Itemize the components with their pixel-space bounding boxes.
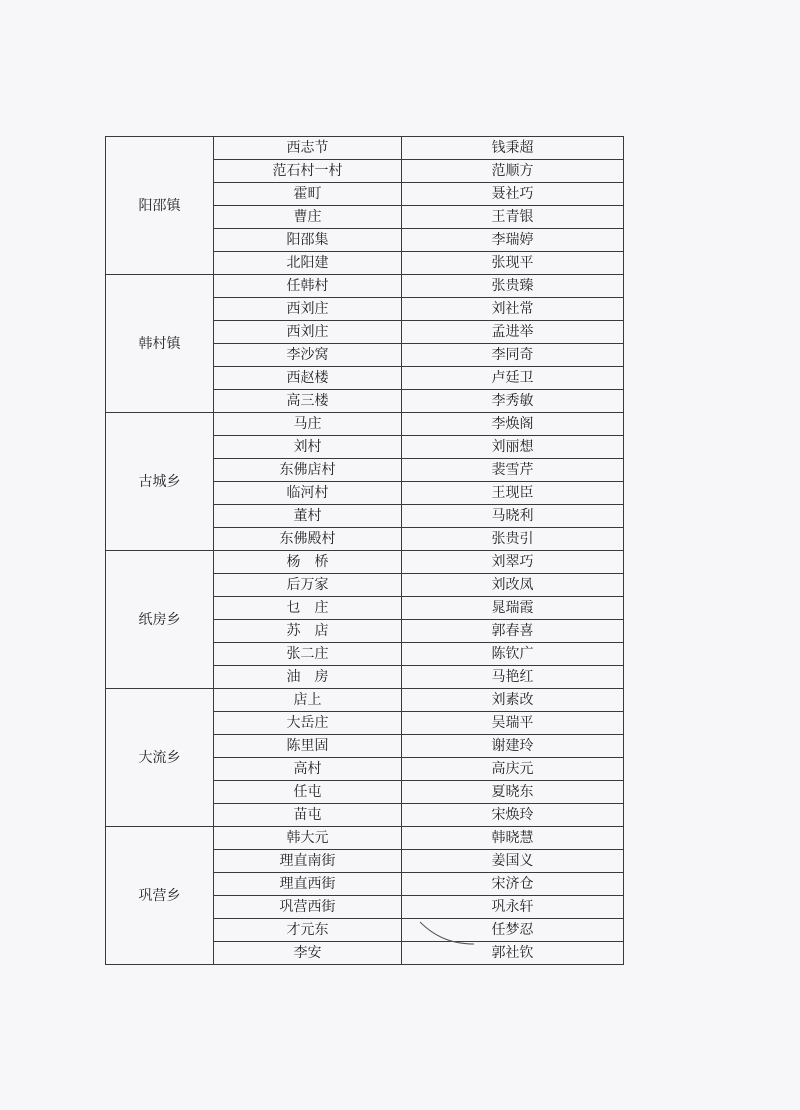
person-name-cell: 郭春喜 bbox=[402, 620, 624, 643]
person-name-cell: 马艳红 bbox=[402, 666, 624, 689]
person-name-cell: 郭社钦 bbox=[402, 942, 624, 965]
village-name-cell: 阳邵集 bbox=[214, 229, 402, 252]
table-row bbox=[106, 275, 624, 298]
person-name-cell: 高庆元 bbox=[402, 758, 624, 781]
village-name-cell: 任屯 bbox=[214, 781, 402, 804]
village-name-cell: 张二庄 bbox=[214, 643, 402, 666]
person-name-cell: 陈钦广 bbox=[402, 643, 624, 666]
person-name-cell: 范顺方 bbox=[402, 160, 624, 183]
person-name-cell: 刘素改 bbox=[402, 689, 624, 712]
person-name-cell: 李同奇 bbox=[402, 344, 624, 367]
person-name-cell: 张贵引 bbox=[402, 528, 624, 551]
person-name-cell: 李瑞婷 bbox=[402, 229, 624, 252]
table-row bbox=[106, 413, 624, 436]
person-name-cell: 姜国义 bbox=[402, 850, 624, 873]
village-name-cell: 大岳庄 bbox=[214, 712, 402, 735]
village-name-cell: 马庄 bbox=[214, 413, 402, 436]
person-name-cell: 夏晓东 bbox=[402, 781, 624, 804]
town-name-cell: 古城乡 bbox=[106, 413, 214, 551]
village-name-cell: 巩营西街 bbox=[214, 896, 402, 919]
village-name-cell: 才元东 bbox=[214, 919, 402, 942]
person-name-cell: 王现臣 bbox=[402, 482, 624, 505]
person-name-cell: 刘翠巧 bbox=[402, 551, 624, 574]
village-name-cell: 店上 bbox=[214, 689, 402, 712]
village-name-cell: 西志节 bbox=[214, 137, 402, 160]
village-name-cell: 理直南街 bbox=[214, 850, 402, 873]
person-name-cell: 裴雪芹 bbox=[402, 459, 624, 482]
person-name-cell: 宋济仓 bbox=[402, 873, 624, 896]
person-name-cell: 巩永轩 bbox=[402, 896, 624, 919]
person-name-cell: 吴瑞平 bbox=[402, 712, 624, 735]
village-name-cell: 苗屯 bbox=[214, 804, 402, 827]
person-name-cell: 晁瑞霞 bbox=[402, 597, 624, 620]
person-name-cell: 刘改凤 bbox=[402, 574, 624, 597]
person-name-cell: 马晓利 bbox=[402, 505, 624, 528]
town-name-cell: 大流乡 bbox=[106, 689, 214, 827]
village-name-cell: 陈里固 bbox=[214, 735, 402, 758]
person-name-cell: 任梦忍 bbox=[402, 919, 624, 942]
village-name-cell: 刘村 bbox=[214, 436, 402, 459]
person-name-cell: 刘丽想 bbox=[402, 436, 624, 459]
village-name-cell: 西刘庄 bbox=[214, 298, 402, 321]
person-name-cell: 王青银 bbox=[402, 206, 624, 229]
village-name-cell: 后万家 bbox=[214, 574, 402, 597]
person-name-cell: 韩晓慧 bbox=[402, 827, 624, 850]
person-name-cell: 李焕阁 bbox=[402, 413, 624, 436]
village-name-cell: 范石村一村 bbox=[214, 160, 402, 183]
village-name-cell: 油 房 bbox=[214, 666, 402, 689]
village-name-cell: 临河村 bbox=[214, 482, 402, 505]
person-name-cell: 刘社常 bbox=[402, 298, 624, 321]
person-name-cell: 宋焕玲 bbox=[402, 804, 624, 827]
village-name-cell: 西赵楼 bbox=[214, 367, 402, 390]
town-name-cell: 纸房乡 bbox=[106, 551, 214, 689]
person-name-cell: 张现平 bbox=[402, 252, 624, 275]
village-name-cell: 东佛店村 bbox=[214, 459, 402, 482]
person-name-cell: 张贵臻 bbox=[402, 275, 624, 298]
village-name-cell: 高三楼 bbox=[214, 390, 402, 413]
village-name-cell: 苏 店 bbox=[214, 620, 402, 643]
village-name-cell: 乜 庄 bbox=[214, 597, 402, 620]
table-row bbox=[106, 689, 624, 712]
village-name-cell: 曹庄 bbox=[214, 206, 402, 229]
village-name-cell: 李安 bbox=[214, 942, 402, 965]
person-name-cell: 孟进举 bbox=[402, 321, 624, 344]
town-name-cell: 韩村镇 bbox=[106, 275, 214, 413]
village-name-cell: 东佛殿村 bbox=[214, 528, 402, 551]
village-name-cell: 理直西街 bbox=[214, 873, 402, 896]
village-name-cell: 北阳建 bbox=[214, 252, 402, 275]
village-name-cell: 韩大元 bbox=[214, 827, 402, 850]
village-roster-table bbox=[105, 136, 624, 965]
village-name-cell: 霍町 bbox=[214, 183, 402, 206]
town-name-cell: 巩营乡 bbox=[106, 827, 214, 965]
table-row bbox=[106, 827, 624, 850]
table-row bbox=[106, 551, 624, 574]
roster-body bbox=[106, 137, 624, 965]
village-name-cell: 西刘庄 bbox=[214, 321, 402, 344]
table-row bbox=[106, 137, 624, 160]
person-name-cell: 聂社巧 bbox=[402, 183, 624, 206]
person-name-cell: 谢建玲 bbox=[402, 735, 624, 758]
village-name-cell: 董村 bbox=[214, 505, 402, 528]
person-name-cell: 卢廷卫 bbox=[402, 367, 624, 390]
village-name-cell: 李沙窝 bbox=[214, 344, 402, 367]
village-name-cell: 杨 桥 bbox=[214, 551, 402, 574]
person-name-cell: 李秀敏 bbox=[402, 390, 624, 413]
village-name-cell: 高村 bbox=[214, 758, 402, 781]
person-name-cell: 钱秉超 bbox=[402, 137, 624, 160]
village-name-cell: 任韩村 bbox=[214, 275, 402, 298]
town-name-cell: 阳邵镇 bbox=[106, 137, 214, 275]
